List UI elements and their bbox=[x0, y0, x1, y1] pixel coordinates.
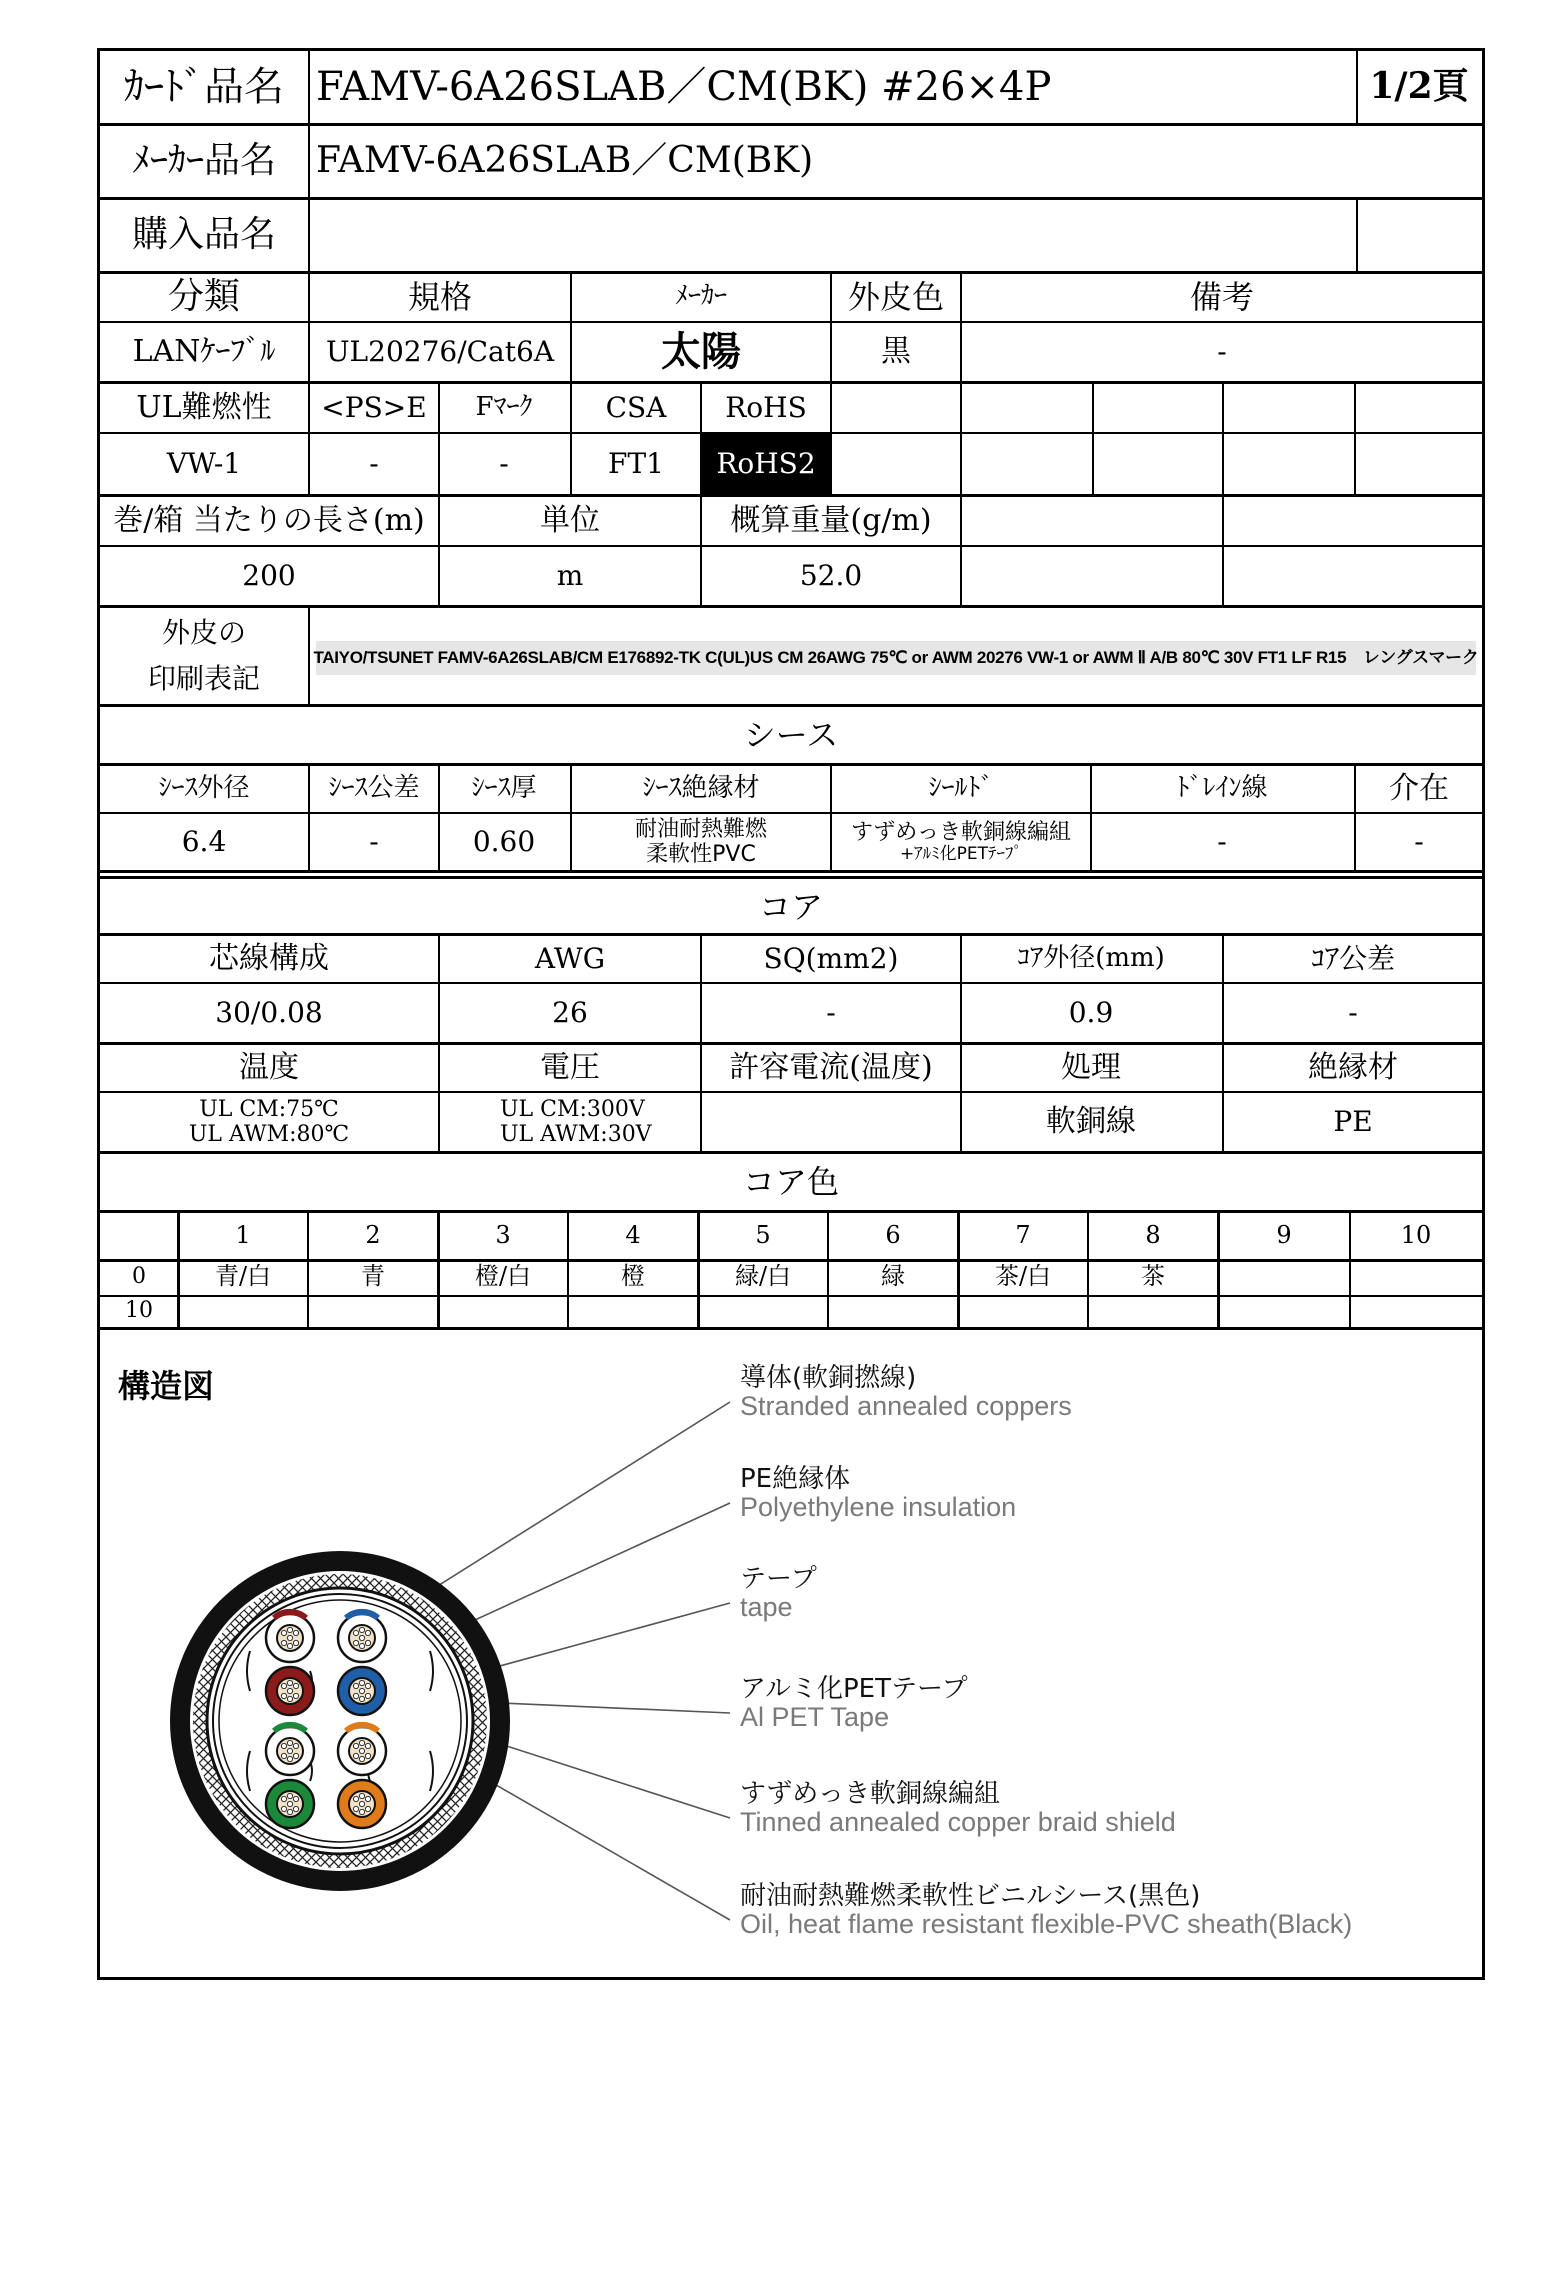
copper-strand bbox=[359, 1809, 364, 1814]
unit-value: m bbox=[556, 558, 584, 592]
callout-label-en: Stranded annealed coppers bbox=[740, 1391, 1072, 1421]
copper-strand bbox=[293, 1743, 298, 1748]
core-color-cell bbox=[1350, 1259, 1482, 1295]
voltage-header: 電圧 bbox=[540, 1049, 600, 1085]
conductor-header: 芯線構成 bbox=[209, 940, 329, 976]
conductor-value: 30/0.08 bbox=[215, 995, 323, 1029]
core-color-column-header: 10 bbox=[1400, 1221, 1432, 1250]
copper-strand bbox=[287, 1627, 292, 1632]
core-color-title: コア色 bbox=[742, 1162, 839, 1201]
maker-value: 太陽 bbox=[661, 329, 741, 375]
copper-strand bbox=[365, 1806, 370, 1811]
core-tolerance-value: - bbox=[1348, 995, 1358, 1029]
copper-strand bbox=[359, 1756, 364, 1761]
core-color-cell: 橙 bbox=[621, 1262, 645, 1291]
weight-value: 52.0 bbox=[799, 558, 863, 592]
unit-header: 単位 bbox=[540, 502, 600, 538]
current-value bbox=[702, 1093, 960, 1151]
copper-strand bbox=[287, 1793, 292, 1798]
copper-strand bbox=[365, 1693, 370, 1698]
callout-label-jp: すずめっき軟銅線編組 bbox=[740, 1779, 1001, 1809]
core-color-column-header: 9 bbox=[1276, 1221, 1292, 1250]
insulation-value: PE bbox=[1333, 1104, 1373, 1138]
voltage-line2: UL AWM:30V bbox=[500, 1122, 652, 1147]
copper-strand bbox=[281, 1640, 286, 1645]
callout-label-en: Oil, heat flame resistant flexible-PVC sheath(Black) bbox=[740, 1909, 1353, 1939]
core-color-column-header: 1 bbox=[235, 1221, 251, 1250]
drain-wire-value: - bbox=[1217, 824, 1227, 858]
copper-strand bbox=[365, 1796, 370, 1801]
sheath-insulation-value bbox=[572, 814, 830, 870]
core-color-cell: 青/白 bbox=[214, 1262, 272, 1291]
core-color-column-header: 6 bbox=[885, 1221, 901, 1250]
ul-flame-header: UL難燃性 bbox=[136, 389, 272, 425]
copper-strand bbox=[353, 1743, 358, 1748]
print-label bbox=[100, 608, 308, 704]
core-color-column-header: 5 bbox=[755, 1221, 771, 1250]
print-marking-text: TAIYO/TSUNET FAMV-6A26SLAB/CM E176892-TK C(UL)US CM 26AWG 75℃ or AWM 20276 VW-1 or AWM Ⅱ A/B 80℃ 30V FT1 LF R15 レングスマーク bbox=[316, 641, 1476, 675]
sq-header: SQ(mm2) bbox=[763, 941, 899, 975]
copper-strand bbox=[359, 1696, 364, 1701]
copper-strand bbox=[287, 1748, 292, 1753]
core-od-value: 0.9 bbox=[1068, 995, 1114, 1029]
copper-strand bbox=[359, 1793, 364, 1798]
standard-value: UL20276/Cat6A bbox=[325, 334, 555, 368]
shield-header: ｼｰﾙﾄﾞ bbox=[928, 773, 994, 804]
temperature-value bbox=[100, 1093, 438, 1151]
f-mark-header: Fﾏｰｸ bbox=[475, 392, 533, 423]
copper-strand bbox=[359, 1801, 364, 1806]
print-label-line2: 印刷表記 bbox=[147, 662, 260, 695]
weight-header: 概算重量(g/m) bbox=[730, 502, 932, 538]
classification-value: LANｹｰﾌﾞﾙ bbox=[132, 333, 276, 369]
copper-strand bbox=[287, 1801, 292, 1806]
core-color-column-header: 3 bbox=[495, 1221, 511, 1250]
callout-label-jp: 耐油耐熱難燃柔軟性ビニルシース(黒色) bbox=[740, 1881, 1201, 1911]
purchase-name-value bbox=[310, 199, 1356, 271]
copper-strand bbox=[359, 1635, 364, 1640]
sheath-tolerance-header: ｼｰｽ公差 bbox=[328, 773, 420, 804]
core-color-cell: 緑/白 bbox=[734, 1262, 792, 1291]
ul-flame-value: VW-1 bbox=[166, 446, 242, 480]
sheath-insulation-header: ｼｰｽ絶縁材 bbox=[642, 773, 760, 804]
copper-strand bbox=[287, 1696, 292, 1701]
current-header: 許容電流(温度) bbox=[729, 1049, 933, 1085]
copper-strand bbox=[281, 1753, 286, 1758]
callout-label-jp: PE絶縁体 bbox=[740, 1464, 851, 1494]
sheath-color-value: 黒 bbox=[881, 333, 911, 369]
sheath-od-value: 6.4 bbox=[181, 824, 227, 858]
copper-strand bbox=[281, 1683, 286, 1688]
csa-value: FT1 bbox=[608, 446, 664, 480]
copper-strand bbox=[353, 1683, 358, 1688]
voltage-value bbox=[440, 1093, 700, 1151]
callout-label-en: Polyethylene insulation bbox=[740, 1492, 1017, 1522]
filler-header: 介在 bbox=[1389, 770, 1449, 806]
copper-strand bbox=[293, 1796, 298, 1801]
callout-label-jp: 導体(軟銅撚線) bbox=[740, 1363, 917, 1393]
copper-strand bbox=[359, 1627, 364, 1632]
card-name-value: FAMV-6A26SLAB／CM(BK) #26×4P bbox=[316, 64, 1052, 110]
callout-label-en: tape bbox=[740, 1592, 793, 1622]
copper-strand bbox=[359, 1748, 364, 1753]
copper-strand bbox=[359, 1643, 364, 1648]
copper-strand bbox=[287, 1635, 292, 1640]
copper-strand bbox=[281, 1796, 286, 1801]
copper-strand bbox=[281, 1630, 286, 1635]
copper-strand bbox=[353, 1640, 358, 1645]
copper-strand bbox=[287, 1740, 292, 1745]
copper-strand bbox=[293, 1753, 298, 1758]
core-color-cell: 青 bbox=[361, 1262, 385, 1291]
sheath-color-header: 外皮色 bbox=[847, 277, 944, 316]
core-color-cell bbox=[1218, 1295, 1350, 1327]
core-color-table bbox=[100, 1213, 1482, 1327]
sheath-od-header: ｼｰｽ外径 bbox=[158, 773, 250, 804]
copper-strand bbox=[293, 1683, 298, 1688]
core-color-cell bbox=[828, 1295, 958, 1327]
sheath-thickness-value: 0.60 bbox=[472, 824, 536, 858]
shield-value-line2: +ｱﾙﾐ化PETﾃｰﾌﾟ bbox=[899, 843, 1023, 864]
core-color-column-header: 2 bbox=[365, 1221, 381, 1250]
copper-strand bbox=[365, 1683, 370, 1688]
copper-strand bbox=[293, 1806, 298, 1811]
temperature-line2: UL AWM:80℃ bbox=[188, 1122, 350, 1147]
rohs-header: RoHS bbox=[725, 390, 807, 424]
copper-strand bbox=[293, 1693, 298, 1698]
core-color-cell bbox=[308, 1295, 438, 1327]
copper-strand bbox=[281, 1693, 286, 1698]
core-color-cell: 茶 bbox=[1141, 1262, 1165, 1291]
core-color-row-label: 0 bbox=[132, 1264, 146, 1290]
core-color-column-header: 4 bbox=[625, 1221, 641, 1250]
copper-strand bbox=[293, 1640, 298, 1645]
callout-label-jp: アルミ化PETテープ bbox=[740, 1674, 968, 1704]
structure-diagram-title: 構造図 bbox=[118, 1367, 215, 1405]
core-color-cell bbox=[1218, 1259, 1350, 1295]
shield-value bbox=[832, 814, 1090, 870]
copper-strand bbox=[365, 1630, 370, 1635]
core-tolerance-header: ｺｱ公差 bbox=[1310, 941, 1395, 975]
callout-label-en: Al PET Tape bbox=[740, 1702, 890, 1732]
csa-header: CSA bbox=[605, 390, 667, 424]
length-value: 200 bbox=[242, 558, 296, 592]
core-color-cell bbox=[958, 1295, 1088, 1327]
f-mark-value: - bbox=[499, 446, 509, 480]
temperature-header: 温度 bbox=[239, 1049, 299, 1085]
sheath-section-title: シース bbox=[743, 715, 839, 754]
length-header: 巻/箱 当たりの長さ(m) bbox=[113, 502, 425, 538]
card-name-label: ｶｰﾄﾞ品名 bbox=[124, 64, 284, 110]
insulation-header: 絶縁材 bbox=[1308, 1049, 1398, 1085]
sheath-insulation-line1: 耐油耐熱難燃 bbox=[634, 816, 767, 842]
core-color-cell bbox=[178, 1295, 308, 1327]
core-color-column-header: 7 bbox=[1015, 1221, 1031, 1250]
copper-strand bbox=[281, 1806, 286, 1811]
copper-strand bbox=[365, 1753, 370, 1758]
copper-strand bbox=[353, 1753, 358, 1758]
remarks-value: - bbox=[1217, 334, 1227, 368]
callout-label-en: Tinned annealed copper braid shield bbox=[740, 1807, 1176, 1837]
drain-wire-header: ﾄﾞﾚｲﾝ線 bbox=[1176, 773, 1268, 804]
print-label-line1: 外皮の bbox=[161, 615, 246, 649]
copper-strand bbox=[353, 1796, 358, 1801]
core-color-cell bbox=[438, 1295, 568, 1327]
copper-strand bbox=[281, 1743, 286, 1748]
core-color-cell bbox=[698, 1295, 828, 1327]
copper-strand bbox=[353, 1630, 358, 1635]
diagram-callouts bbox=[740, 1363, 1480, 1971]
sq-value: - bbox=[826, 995, 836, 1029]
classification-header: 分類 bbox=[167, 276, 240, 318]
copper-strand bbox=[359, 1680, 364, 1685]
maker-name-value: FAMV-6A26SLAB／CM(BK) bbox=[316, 140, 814, 182]
purchase-name-label: 購入品名 bbox=[131, 214, 276, 256]
core-color-row-label: 10 bbox=[125, 1298, 153, 1324]
shield-value-line1: すずめっき軟銅線編組 bbox=[850, 819, 1071, 845]
page-number: 1/2頁 bbox=[1369, 65, 1469, 108]
standard-header: 規格 bbox=[407, 277, 472, 316]
copper-strand bbox=[365, 1743, 370, 1748]
pse-value: - bbox=[369, 446, 379, 480]
pse-header: <PS>E bbox=[321, 390, 427, 424]
copper-strand bbox=[365, 1640, 370, 1645]
core-color-cell: 橙/白 bbox=[474, 1262, 532, 1291]
treatment-header: 処理 bbox=[1061, 1049, 1121, 1085]
sheath-tolerance-value: - bbox=[369, 824, 379, 858]
copper-strand bbox=[287, 1643, 292, 1648]
core-color-cell bbox=[1350, 1295, 1482, 1327]
sheath-thickness-header: ｼｰｽ厚 bbox=[471, 773, 537, 804]
rohs-value: RoHS2 bbox=[700, 434, 832, 494]
core-color-cell: 緑 bbox=[881, 1262, 905, 1291]
maker-header: ﾒｰｶｰ bbox=[674, 281, 727, 312]
copper-strand bbox=[293, 1630, 298, 1635]
copper-strand bbox=[287, 1688, 292, 1693]
remarks-header: 備考 bbox=[1189, 277, 1254, 316]
temperature-line1: UL CM:75℃ bbox=[199, 1096, 339, 1122]
treatment-value: 軟銅線 bbox=[1046, 1103, 1136, 1139]
awg-header: AWG bbox=[534, 941, 606, 975]
copper-strand bbox=[353, 1806, 358, 1811]
sheath-insulation-line2: 柔軟性PVC bbox=[646, 842, 756, 867]
core-color-cell bbox=[1088, 1295, 1218, 1327]
copper-strand bbox=[359, 1740, 364, 1745]
core-color-cell bbox=[568, 1295, 698, 1327]
callout-label-jp: テープ bbox=[740, 1564, 817, 1594]
maker-name-label: ﾒｰｶｰ品名 bbox=[131, 140, 276, 182]
core-color-cell: 茶/白 bbox=[994, 1262, 1052, 1291]
copper-strand bbox=[287, 1809, 292, 1814]
core-color-column-header: 8 bbox=[1145, 1221, 1161, 1250]
filler-value: - bbox=[1414, 824, 1424, 858]
awg-value: 26 bbox=[552, 995, 588, 1029]
voltage-line1: UL CM:300V bbox=[500, 1096, 645, 1122]
copper-strand bbox=[287, 1680, 292, 1685]
copper-strand bbox=[359, 1688, 364, 1693]
spec-sheet bbox=[97, 48, 1485, 1980]
copper-strand bbox=[353, 1693, 358, 1698]
core-od-header: ｺｱ外径(mm) bbox=[1017, 943, 1165, 974]
core-section-title: コア bbox=[758, 887, 823, 926]
copper-strand bbox=[287, 1756, 292, 1761]
